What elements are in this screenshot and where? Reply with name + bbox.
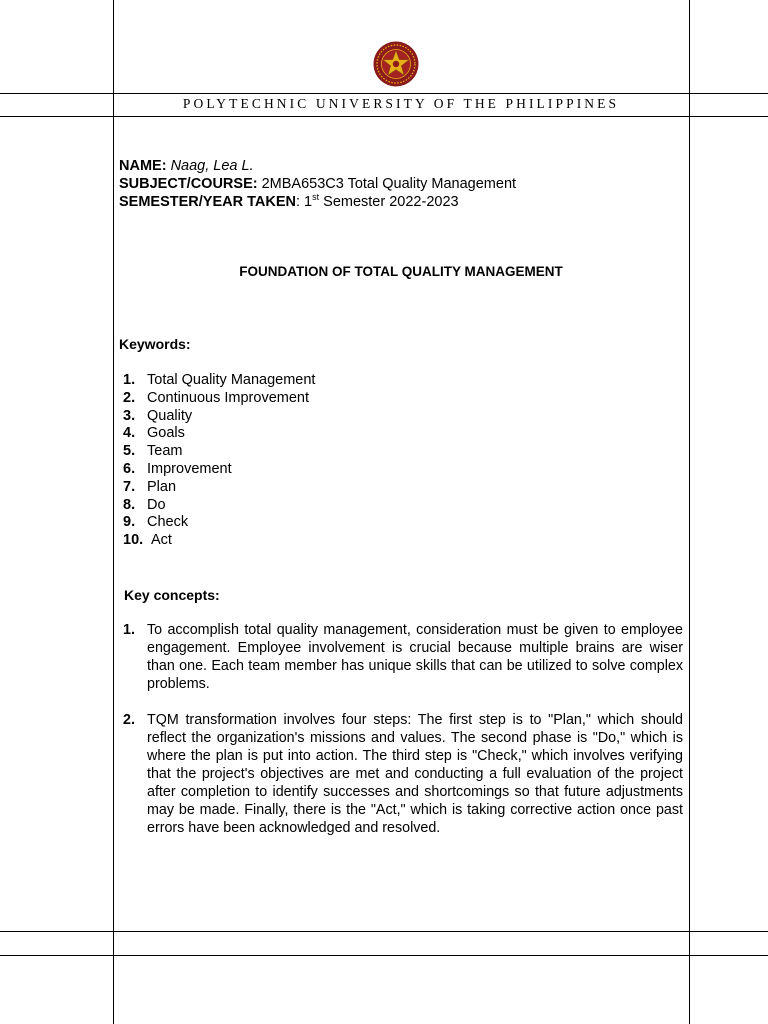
semester-sup: st: [312, 192, 320, 203]
left-margin-line: [113, 0, 114, 1024]
list-number: 4.: [123, 425, 136, 442]
concept-item: [123, 621, 683, 693]
keywords-list: [123, 372, 315, 550]
document-title: FOUNDATION OF TOTAL QUALITY MANAGEMENT: [239, 264, 563, 279]
list-number: 8.: [123, 496, 136, 513]
keyword-text: Improvement: [147, 460, 232, 477]
list-item: [123, 390, 315, 408]
university-name: POLYTECHNIC UNIVERSITY OF THE PHILIPPINES: [182, 96, 620, 111]
course-line: [119, 175, 516, 193]
footer-top-rule: [0, 931, 768, 932]
keyword-text: Do: [147, 496, 166, 513]
semester-label: SEMESTER/YEAR TAKEN: [119, 194, 296, 210]
name-value: Naag, Lea L.: [170, 158, 254, 174]
keyword-text: Check: [147, 514, 189, 531]
concept-item: [123, 711, 683, 837]
list-number: 1.: [123, 372, 136, 388]
pup-seal-logo: [373, 41, 419, 87]
student-info: [119, 157, 516, 211]
list-number: 10.: [123, 532, 144, 549]
concept-number: 1.: [123, 622, 135, 638]
list-number: 3.: [123, 407, 136, 424]
semester-value: Semester 2022-2023: [319, 194, 459, 210]
semester-colon: : 1: [295, 194, 313, 210]
header-bottom-rule: [0, 116, 768, 117]
keyword-text: Goals: [147, 425, 185, 442]
course-value: 2MBA653C3 Total Quality Management: [261, 176, 517, 192]
semester-line: [119, 193, 516, 211]
list-item: [123, 461, 315, 479]
list-number: 6.: [123, 460, 136, 477]
concept-number: 2.: [123, 712, 135, 728]
list-item: [123, 408, 315, 426]
list-item: [123, 372, 315, 390]
list-item: [123, 443, 315, 461]
footer-bottom-rule: [0, 955, 768, 956]
keywords-heading: Keywords:: [119, 336, 191, 352]
right-margin-line: [689, 0, 690, 1024]
list-number: 2.: [123, 389, 136, 406]
header-top-rule: [0, 93, 768, 94]
list-number: 5.: [123, 443, 136, 460]
list-item: [123, 479, 315, 497]
list-item: [123, 514, 315, 532]
list-number: 9.: [123, 514, 136, 531]
keyword-text: Act: [151, 532, 172, 549]
name-line: [119, 157, 516, 175]
keyword-text: Quality: [147, 407, 193, 424]
keyword-text: Team: [147, 443, 183, 460]
name-label: NAME:: [119, 158, 167, 174]
list-item: [123, 425, 315, 443]
keyword-text: Continuous Improvement: [147, 389, 309, 406]
key-concepts-heading: Key concepts:: [124, 587, 220, 603]
concept-text: To accomplish total quality management, consideration must be given to employee engagement. Employee involvement is crucial because multiple brains are wiser than one. Each team member has unique skills that can be utilized to solve complex problems.: [147, 622, 683, 692]
course-label: SUBJECT/COURSE:: [119, 176, 258, 192]
keyword-text: Plan: [147, 478, 177, 495]
concept-text: TQM transformation involves four steps: The first step is to "Plan," which should reflect the organization's missions and values. The second phase is "Do," which is where the plan is put into action. The third step is "Check," which involves verifying that the project's objectives are met and conducting a full evaluation of the project after completion to identify successes and shortcomings so that future adjustments may be made. Finally, there is the "Act," which is taking corrective action once past errors have been acknowledged and resolved.: [147, 712, 683, 836]
list-number: 7.: [123, 478, 136, 495]
keyword-text: Total Quality Management: [147, 372, 316, 388]
list-item: [123, 532, 315, 550]
list-item: [123, 497, 315, 515]
